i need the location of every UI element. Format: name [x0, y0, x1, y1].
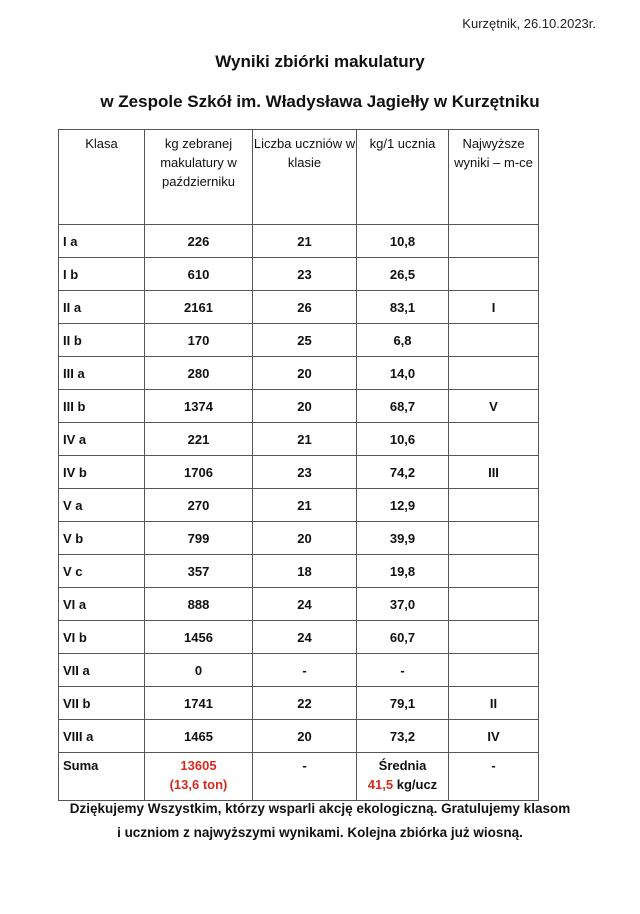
cell-miejsce: I: [449, 291, 539, 324]
header-row: [59, 130, 539, 225]
footer-message: [0, 797, 640, 845]
cell-klasa: VI b: [59, 621, 145, 654]
header-kg: kg zebranej makulatury w październiku: [145, 130, 253, 225]
cell-kg: 610: [145, 258, 253, 291]
cell-kg-na-ucznia: 68,7: [357, 390, 449, 423]
table-row: [59, 324, 539, 357]
cell-uczniowie: 20: [253, 522, 357, 555]
results-table: [58, 129, 539, 801]
table-row: [59, 621, 539, 654]
cell-miejsce: [449, 225, 539, 258]
table-row: [59, 588, 539, 621]
cell-kg: 1741: [145, 687, 253, 720]
cell-kg-na-ucznia: 10,6: [357, 423, 449, 456]
cell-miejsce: [449, 489, 539, 522]
cell-miejsce: [449, 621, 539, 654]
table-row: [59, 555, 539, 588]
cell-kg: 2161: [145, 291, 253, 324]
cell-kg: 357: [145, 555, 253, 588]
cell-kg: 221: [145, 423, 253, 456]
table-row: [59, 522, 539, 555]
cell-miejsce: II: [449, 687, 539, 720]
cell-klasa: III b: [59, 390, 145, 423]
cell-uczniowie: 21: [253, 423, 357, 456]
cell-miejsce: [449, 654, 539, 687]
cell-miejsce: [449, 258, 539, 291]
table-row: [59, 390, 539, 423]
cell-kg: 1706: [145, 456, 253, 489]
cell-kg-na-ucznia: 19,8: [357, 555, 449, 588]
cell-klasa: I a: [59, 225, 145, 258]
cell-kg-na-ucznia: 37,0: [357, 588, 449, 621]
table-row: [59, 687, 539, 720]
cell-uczniowie: 18: [253, 555, 357, 588]
table-row: [59, 720, 539, 753]
document-subtitle: w Zespole Szkół im. Władysława Jagiełły w Kurzętniku: [100, 92, 540, 111]
average-value: 41,5: [367, 777, 394, 792]
cell-uczniowie: 21: [253, 225, 357, 258]
cell-uczniowie: -: [253, 654, 357, 687]
footer-line-1: Dziękujemy Wszystkim, którzy wsparli akcję ekologiczną. Gratulujemy klasom: [69, 801, 571, 816]
header-kg-na-ucznia: kg/1 ucznia: [357, 130, 449, 225]
cell-kg-na-ucznia: 26,5: [357, 258, 449, 291]
cell-kg: 1374: [145, 390, 253, 423]
cell-klasa: V b: [59, 522, 145, 555]
cell-kg: 799: [145, 522, 253, 555]
cell-uczniowie: 24: [253, 588, 357, 621]
cell-miejsce: III: [449, 456, 539, 489]
footer-line-2: i uczniom z najwyższymi wynikami. Kolejna zbiórka już wiosną.: [117, 825, 523, 840]
cell-kg: 270: [145, 489, 253, 522]
sum-miejsce: -: [449, 753, 539, 801]
cell-kg: 280: [145, 357, 253, 390]
cell-uczniowie: 22: [253, 687, 357, 720]
cell-uczniowie: 24: [253, 621, 357, 654]
cell-klasa: IV b: [59, 456, 145, 489]
table-row: [59, 654, 539, 687]
cell-klasa: VII b: [59, 687, 145, 720]
cell-klasa: II b: [59, 324, 145, 357]
table-row: [59, 456, 539, 489]
cell-kg-na-ucznia: 14,0: [357, 357, 449, 390]
cell-kg-na-ucznia: 79,1: [357, 687, 449, 720]
cell-miejsce: V: [449, 390, 539, 423]
cell-kg-na-ucznia: 6,8: [357, 324, 449, 357]
document-title: Wyniki zbiórki makulatury: [215, 52, 425, 71]
cell-kg-na-ucznia: 73,2: [357, 720, 449, 753]
header-uczniowie: Liczba uczniów w klasie: [253, 130, 357, 225]
cell-miejsce: [449, 324, 539, 357]
cell-kg: 170: [145, 324, 253, 357]
sum-kg: [145, 753, 253, 801]
cell-kg-na-ucznia: 74,2: [357, 456, 449, 489]
cell-klasa: II a: [59, 291, 145, 324]
cell-miejsce: [449, 423, 539, 456]
cell-klasa: V c: [59, 555, 145, 588]
sum-row: [59, 753, 539, 801]
cell-kg-na-ucznia: 12,9: [357, 489, 449, 522]
table-row: [59, 423, 539, 456]
cell-klasa: III a: [59, 357, 145, 390]
table-row: [59, 291, 539, 324]
cell-kg-na-ucznia: 39,9: [357, 522, 449, 555]
cell-uczniowie: 20: [253, 720, 357, 753]
table-row: [59, 357, 539, 390]
cell-kg-na-ucznia: 83,1: [357, 291, 449, 324]
cell-klasa: V a: [59, 489, 145, 522]
cell-klasa: IV a: [59, 423, 145, 456]
cell-kg: 226: [145, 225, 253, 258]
cell-uczniowie: 26: [253, 291, 357, 324]
cell-uczniowie: 21: [253, 489, 357, 522]
sum-kg-tons: (13,6 ton): [169, 777, 228, 792]
cell-miejsce: [449, 555, 539, 588]
cell-kg: 0: [145, 654, 253, 687]
cell-miejsce: IV: [449, 720, 539, 753]
cell-uczniowie: 20: [253, 390, 357, 423]
sum-uczniowie: -: [253, 753, 357, 801]
average-unit: kg/ucz: [393, 777, 438, 792]
table-row: [59, 225, 539, 258]
cell-kg: 1456: [145, 621, 253, 654]
sum-kg-value: 13605: [180, 758, 217, 773]
header-miejsce: Najwyższe wyniki – m-ce: [449, 130, 539, 225]
cell-kg-na-ucznia: 60,7: [357, 621, 449, 654]
cell-kg-na-ucznia: 10,8: [357, 225, 449, 258]
header-klasa: Klasa: [59, 130, 145, 225]
cell-uczniowie: 23: [253, 258, 357, 291]
cell-klasa: VIII a: [59, 720, 145, 753]
cell-klasa: VII a: [59, 654, 145, 687]
cell-miejsce: [449, 357, 539, 390]
table-body: [59, 225, 539, 753]
cell-miejsce: [449, 588, 539, 621]
cell-klasa: I b: [59, 258, 145, 291]
average-label: Średnia: [378, 758, 427, 773]
sum-label: Suma: [59, 753, 145, 801]
cell-uczniowie: 23: [253, 456, 357, 489]
cell-klasa: VI a: [59, 588, 145, 621]
document-date: Kurzętnik, 26.10.2023r.: [462, 16, 596, 31]
cell-uczniowie: 20: [253, 357, 357, 390]
cell-uczniowie: 25: [253, 324, 357, 357]
cell-kg: 1465: [145, 720, 253, 753]
cell-kg: 888: [145, 588, 253, 621]
cell-miejsce: [449, 522, 539, 555]
table-row: [59, 489, 539, 522]
table-row: [59, 258, 539, 291]
sum-average: [357, 753, 449, 801]
cell-kg-na-ucznia: -: [357, 654, 449, 687]
